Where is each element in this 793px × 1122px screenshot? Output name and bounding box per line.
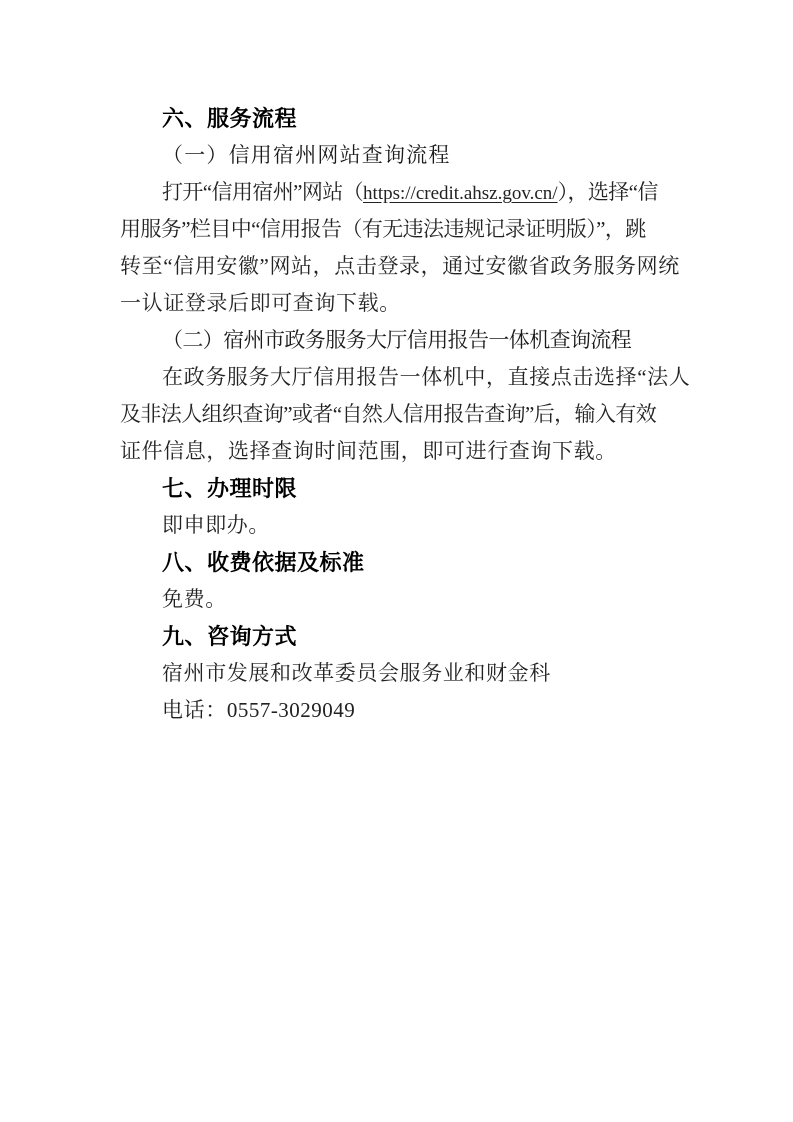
para-kiosk-line-1: 在政务服务大厅信用报告一体机中，直接点击选择“法人 [162,365,691,389]
credit-suzhou-url-link[interactable]: https://credit.ahsz.gov.cn/ [363,183,558,204]
para-website-line-1-after: ），选择“信 [557,180,658,204]
subheading-website-query: （一）信用宿州网站查询流程 [162,143,451,167]
para-time-limit: 即申即办。 [162,513,270,537]
para-phone [120,692,678,729]
para-kiosk-line-3: 证件信息，选择查询时间范围，即可进行查询下载。 [120,439,617,463]
para-website-line-3: 转至“信用安徽”网站，点击登录，通过安徽省政务服务网统 [120,254,680,278]
document-body [120,100,691,729]
para-website-line-2: 用服务”栏目中“信用报告（有无违法违规记录证明版）”，跳 [120,217,646,241]
para-contact-org: 宿州市发展和改革委员会服务业和财金科 [162,661,551,685]
subheading-kiosk-query: （二）宿州市政务服务大厅信用报告一体机查询流程 [162,328,632,352]
para-website-line-1-before: 打开“信用宿州”网站（ [162,180,364,204]
phone-number: 0557-3029049 [226,698,356,722]
heading-processing-time: 七、办理时限 [162,476,298,501]
phone-label: 电话： [162,698,227,722]
heading-contact-method: 九、咨询方式 [162,624,298,649]
para-fee: 免费。 [162,587,227,611]
heading-service-process: 六、服务流程 [162,106,298,131]
para-kiosk-line-2: 及非法人组织查询”或者“自然人信用报告查询”后，输入有效 [120,402,657,426]
para-website-line-1 [120,174,678,211]
heading-fee-standard: 八、收费依据及标准 [162,550,365,575]
para-website-line-4: 一认证登录后即可查询下载。 [120,291,401,315]
